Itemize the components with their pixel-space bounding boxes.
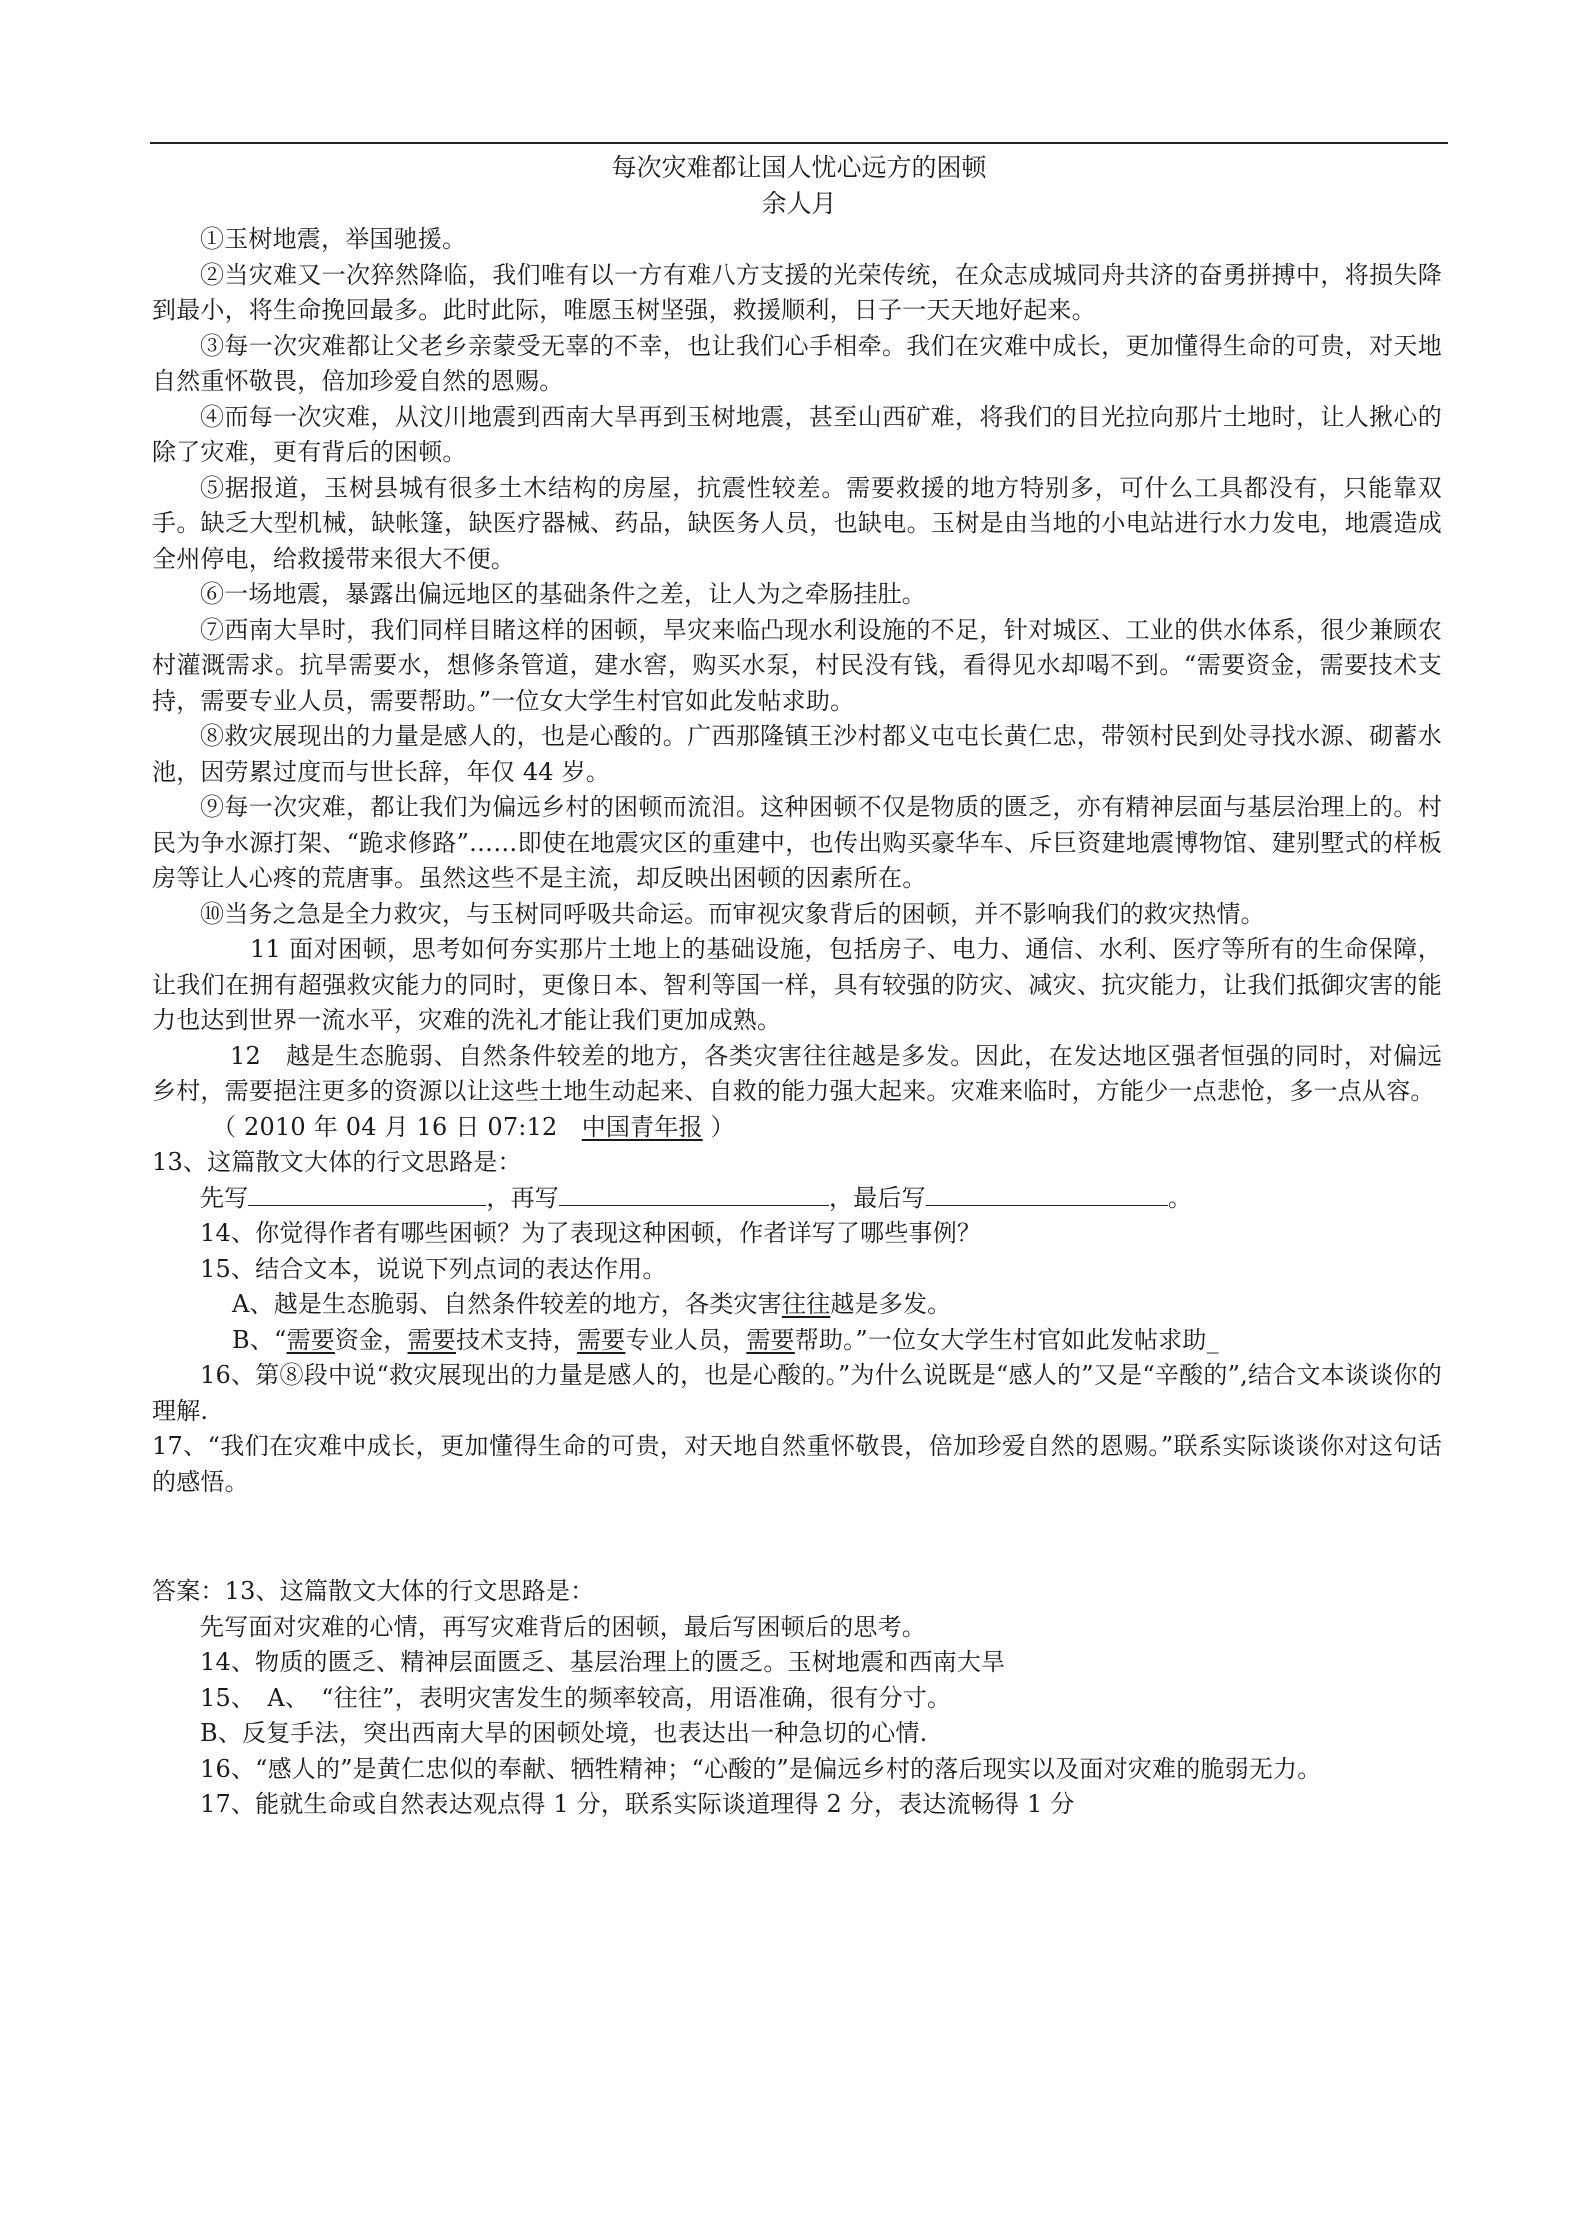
paragraph-1: ①玉树地震，举国驰援。 <box>200 225 467 253</box>
answer-13: 先写面对灾难的心情，再写灾难背后的困顿，最后写困顿后的思考。 <box>200 1612 926 1641</box>
q15b-keyword: 需要 <box>407 1325 456 1354</box>
source-date: （ 2010 年 04 月 16 日 07:12 <box>212 1112 582 1141</box>
paragraph-9: ⑨每一次灾难，都让我们为偏远乡村的困顿而流泪。这种困顿不仅是物质的匮乏，亦有精神层面与基层治理上的。村民为争水源打架、“跪求修路”……即使在地震灾区的重建中，也传出购买豪华车、斥巨资建地震博物馆、建别墅式的样板房等让人心疼的荒唐事。虽然这些不是主流，却反映出困顿的因素所在。 <box>152 793 1442 892</box>
answer-blank-3[interactable] <box>926 1183 1168 1206</box>
paragraph-4: ④而每一次灾难，从汶川地震到西南大旱再到玉树地震，甚至山西矿难，将我们的目光拉向那片土地时，让人揪心的除了灾难，更有背后的困顿。 <box>152 402 1442 466</box>
paragraph-6: ⑥一场地震，暴露出偏远地区的基础条件之差，让人为之牵肠挂肚。 <box>200 580 926 608</box>
paragraph-10: ⑩当务之急是全力救灾，与玉树同呼吸共命运。而审视灾象背后的困顿，并不影响我们的救灾热情。 <box>200 899 1265 928</box>
header-rule <box>150 142 1448 144</box>
question-15-b <box>152 1323 1442 1359</box>
question-17: 17、“我们在灾难中成长，更加懂得生命的可贵，对天地自然重怀敬畏，倍加珍爱自然的恩赐。”联系实际谈谈你对这句话的感悟。 <box>152 1432 1442 1496</box>
answer-blank-1[interactable] <box>248 1183 486 1206</box>
source-close: ） <box>702 1112 735 1141</box>
blank-label-last: ，最后写 <box>829 1183 926 1212</box>
question-14: 14、你觉得作者有哪些困顿？为了表现这种困顿，作者详写了哪些事例？ <box>200 1219 982 1247</box>
paragraph-8: ⑧救灾展现出的力量是感人的，也是心酸的。广西那隆镇王沙村都义屯屯长黄仁忠，带领村民到处寻找水源、砌蓄水池，因劳累过度而与世长辞，年仅 44 岁。 <box>152 722 1442 786</box>
answer-13-head: 答案：13、这篇散文大体的行文思路是： <box>152 1577 595 1605</box>
article-author: 余人月 <box>761 189 837 218</box>
paragraph-12: 12 越是生态脆弱、自然条件较差的地方，各类灾害往往越是多发。因此，在发达地区强者恒强的同时，对偏远乡村，需要挹注更多的资源以让这些土地生动起来、自救的能力强大起来。灾难来临时，方能少一点悲怆，多一点从容。 <box>152 1041 1442 1105</box>
paragraph-5: ⑤据报道，玉树县城有很多土木结构的房屋，抗震性较差。需要救援的地方特别多，可什么工具都没有，只能靠双手。缺乏大型机械，缺帐篷，缺医疗器械、药品，缺医务人员，也缺电。玉树是由当地的小电站进行水力发电，地震造成全州停电，给救援带来很大不便。 <box>152 473 1442 573</box>
blank-end: 。 <box>1167 1183 1193 1212</box>
paragraph-3: ③每一次灾难都让父老乡亲蒙受无辜的不幸，也让我们心手相牵。我们在灾难中成长，更加懂得生命的可贵，对天地自然重怀敬畏，倍加珍爱自然的恩赐。 <box>152 331 1442 395</box>
spacer <box>152 1500 1442 1574</box>
q15b-keyword: 需要 <box>746 1325 795 1354</box>
q15a-keyword: 往往 <box>781 1290 831 1318</box>
q15b-text: 技术支持， <box>455 1325 577 1354</box>
answer-15-a: 15、 A、 “往往”，表明灾害发生的频率较高，用语准确，很有分寸。 <box>200 1683 952 1712</box>
q15a-text: A、越是生态脆弱、自然条件较差的地方，各类灾害 <box>232 1290 782 1318</box>
question-16: 16、第⑧段中说“救灾展现出的力量是感人的，也是心酸的。”为什么说既是“感人的”又是“辛酸的”,结合文本谈谈你的理解. <box>152 1361 1442 1425</box>
question-13: 13、这篇散文大体的行文思路是： <box>152 1148 522 1176</box>
article-body <box>152 222 1442 1823</box>
answer-14: 14、物质的匮乏、精神层面匮乏、基层治理上的匮乏。玉树地震和西南大旱 <box>200 1648 1006 1676</box>
q15b-keyword: 需要 <box>286 1325 335 1354</box>
paragraph-11: 11 面对困顿，思考如何夯实那片土地上的基础设施，包括房子、电力、通信、水利、医疗等所有的生命保障，让我们在拥有超强救灾能力的同时，更像日本、智利等国一样，具有较强的防灾、减灾、抗灾能力，让我们抵御灾害的能力也达到世界一流水平，灾难的洗礼才能让我们更加成熟。 <box>152 935 1442 1034</box>
blank-label-first: 先写 <box>200 1183 249 1212</box>
question-15: 15、结合文本，说说下列点词的表达作用。 <box>200 1254 667 1283</box>
q15b-text-end: 帮助。”一位女大学生村官如此发帖求助_ <box>794 1325 1219 1354</box>
q15b-text: 资金， <box>334 1325 408 1354</box>
paragraph-7: ⑦西南大旱时，我们同样目睹这样的困顿，旱灾来临凸现水利设施的不足，针对城区、工业的供水体系，很少兼顾农村灌溉需求。抗旱需要水，想修条管道，建水窖，购买水泵，村民没有钱，看得见水却喝不到。“需要资金，需要技术支持，需要专业人员，需要帮助。”一位女大学生村官如此发帖求助。 <box>152 615 1442 715</box>
source-line <box>152 1110 1442 1146</box>
q15b-text: B、“ <box>232 1325 287 1354</box>
source-newspaper: 中国青年报 <box>581 1112 703 1141</box>
q15b-keyword: 需要 <box>576 1325 626 1354</box>
answer-17: 17、能就生命或自然表达观点得 1 分，联系实际谈道理得 2 分，表达流畅得 1 分 <box>200 1790 1075 1818</box>
answer-15-b: B、反复手法，突出西南大旱的困顿处境，也表达出一种急切的心情. <box>200 1719 928 1747</box>
q15a-text-end: 越是多发。 <box>830 1290 952 1318</box>
paragraph-2: ②当灾难又一次猝然降临，我们唯有以一方有难八方支援的光荣传统，在众志成城同舟共济的奋勇拼搏中，将损失降到最小，将生命挽回最多。此时此际，唯愿玉树坚强，救援顺利，日子一天天地好起来。 <box>152 260 1442 324</box>
q15b-text: 专业人员， <box>625 1325 747 1354</box>
question-15-a <box>152 1287 1442 1323</box>
answer-16: 16、“感人的”是黄仁忠似的奉献、牺牲精神；“心酸的”是偏远乡村的落后现实以及面对灾难的脆弱无力。 <box>200 1754 1322 1783</box>
answer-blank-2[interactable] <box>559 1183 829 1206</box>
article-title: 每次灾难都让国人忧心远方的困顿 <box>611 153 987 182</box>
question-13-blanks <box>152 1181 1442 1217</box>
blank-label-second: ，再写 <box>486 1183 560 1212</box>
